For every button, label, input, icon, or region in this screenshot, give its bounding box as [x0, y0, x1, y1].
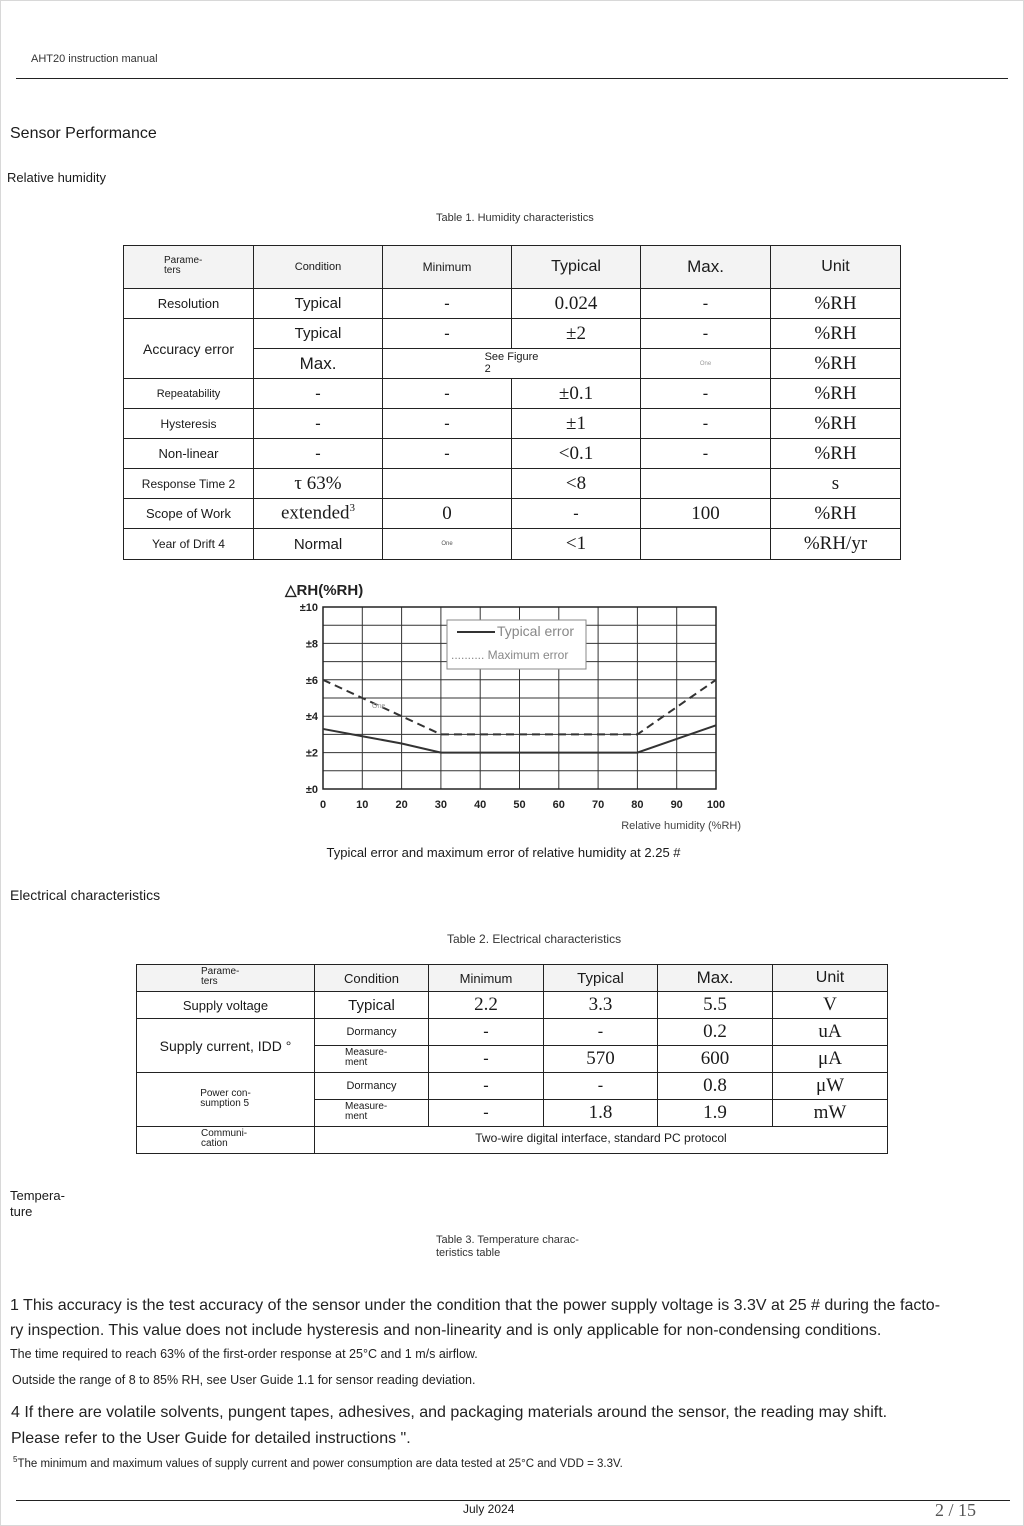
row-min: -	[429, 1046, 544, 1073]
row-unit: μW	[773, 1073, 888, 1100]
param-line2: sumption 5	[200, 1097, 250, 1109]
header-params-line2: ters	[164, 265, 181, 276]
table-row	[124, 409, 901, 439]
row-param: Supply voltage	[137, 992, 315, 1019]
row-typ: ±1	[512, 409, 641, 439]
row-min: -	[383, 379, 512, 409]
table-row	[124, 319, 901, 349]
row-max: One	[641, 349, 771, 379]
row-condition: τ 63%	[254, 469, 383, 499]
row-param: Resolution	[124, 289, 254, 319]
row-unit: %RH	[771, 289, 901, 319]
row-param: Year of Drift 4	[124, 529, 254, 560]
row-param: Supply current, IDD °	[137, 1019, 315, 1073]
y-tick-label: ±2	[305, 747, 318, 760]
row-typ: 0.024	[512, 289, 641, 319]
header-minimum: Minimum	[429, 965, 544, 992]
table-header-row	[124, 246, 901, 289]
y-tick-label: ±8	[305, 638, 318, 651]
header-params	[137, 965, 315, 992]
condition-line1: Measure-	[345, 1101, 388, 1112]
x-tick-label: 60	[552, 799, 565, 811]
row-unit: mW	[773, 1100, 888, 1127]
row-param: Response Time 2	[124, 469, 254, 499]
chart-title: △RH(%RH)	[285, 582, 364, 599]
row-unit: %RH	[771, 409, 901, 439]
chart-legend	[447, 620, 586, 669]
row-max: -	[641, 439, 771, 469]
row-see-figure	[383, 349, 641, 379]
section-title-temperature	[10, 1188, 65, 1220]
footnote-5	[13, 1455, 623, 1470]
row-max: 5.5	[658, 992, 773, 1019]
row-condition: Typical	[254, 289, 383, 319]
row-param: Scope of Work	[124, 499, 254, 529]
param-line1: Power con-	[200, 1087, 251, 1099]
row-unit: %RH	[771, 499, 901, 529]
row-param: Repeatability	[124, 379, 254, 409]
header-rule	[16, 78, 1008, 79]
footer-date: July 2024	[463, 1502, 515, 1516]
row-min	[383, 469, 512, 499]
x-tick-label: 10	[356, 799, 369, 811]
row-unit: %RH	[771, 319, 901, 349]
x-tick-label: 40	[474, 799, 487, 811]
electrical-table	[136, 964, 888, 1154]
footer-rule	[16, 1500, 1010, 1501]
footnote-mark-3: 3	[349, 502, 356, 515]
header-params-line1: Parame-	[201, 966, 240, 977]
y-tick-label: ±0	[305, 784, 318, 796]
row-min: One	[383, 529, 512, 560]
x-tick-label: 90	[670, 799, 683, 811]
row-typ: <0.1	[512, 439, 641, 469]
header-condition: Condition	[315, 965, 429, 992]
header-unit: Unit	[773, 965, 888, 992]
row-min: -	[429, 1019, 544, 1046]
footnote-5-mark: 5	[13, 1455, 18, 1464]
section-title-electrical: Electrical characteristics	[10, 887, 161, 903]
row-typ: ±2	[512, 319, 641, 349]
row-max: -	[641, 409, 771, 439]
row-unit: %RH/yr	[771, 529, 901, 560]
row-min: -	[383, 289, 512, 319]
table2-caption: Table 2. Electrical characteristics	[447, 932, 622, 946]
humidity-table	[123, 245, 901, 560]
header-typical: Typical	[512, 246, 641, 289]
table-row	[124, 529, 901, 560]
row-unit: V	[773, 992, 888, 1019]
row-max: 100	[641, 499, 771, 529]
row-max: 600	[658, 1046, 773, 1073]
row-min: -	[429, 1073, 544, 1100]
row-unit: %RH	[771, 379, 901, 409]
row-condition: Typical	[315, 992, 429, 1019]
legend-label-maximum: .......... Maximum error	[451, 648, 569, 662]
chart-x-axis-label: Relative humidity (%RH)	[621, 820, 741, 832]
header-params	[124, 246, 254, 289]
condition-line2: ment	[345, 1111, 368, 1122]
row-typ: 570	[544, 1046, 658, 1073]
table-row	[137, 1019, 888, 1046]
temperature-line1: Tempera-	[10, 1188, 65, 1203]
footnote-4-line2: Please refer to the User Guide for detailed instructions ".	[11, 1430, 411, 1447]
footnote-2: The time required to reach 63% of the first-order response at 25°C and 1 m/s airflow.	[10, 1347, 478, 1361]
chart-caption: Typical error and maximum error of relative humidity at 2.25 #	[326, 845, 681, 860]
row-min: -	[429, 1100, 544, 1127]
table3-caption-line2: teristics table	[436, 1247, 501, 1259]
row-unit: %RH	[771, 349, 901, 379]
row-max: 0.2	[658, 1019, 773, 1046]
condition-extended: extended	[280, 502, 350, 524]
table-header-row	[137, 965, 888, 992]
row-min: -	[383, 439, 512, 469]
footnote-1-line1: 1 This accuracy is the test accuracy of the sensor under the condition that the power supply voltage is 3.3V at 25 # during the facto-	[10, 1297, 941, 1314]
row-min: -	[383, 319, 512, 349]
param-line1: Communi-	[201, 1128, 248, 1139]
x-tick-label: 70	[591, 799, 605, 811]
x-tick-label: 30	[434, 799, 448, 811]
condition-line2: ment	[345, 1057, 368, 1068]
row-typ: ±0.1	[512, 379, 641, 409]
row-condition: -	[254, 409, 383, 439]
x-tick-label: 80	[631, 799, 644, 811]
footer-page-number: 2 / 15	[935, 1500, 977, 1520]
row-typ: -	[544, 1073, 658, 1100]
row-max	[641, 469, 771, 499]
table3-caption	[436, 1234, 579, 1260]
row-param: Accuracy error	[124, 319, 254, 379]
x-tick-label: 0	[319, 799, 327, 811]
header-unit: Unit	[771, 246, 901, 289]
table-row	[124, 379, 901, 409]
x-tick-label: 50	[513, 799, 526, 811]
row-unit: uA	[773, 1019, 888, 1046]
condition-line1: Measure-	[345, 1047, 388, 1058]
row-param	[137, 1127, 315, 1154]
row-condition: Max.	[254, 349, 383, 379]
row-condition: Typical	[254, 319, 383, 349]
row-typ: <8	[512, 469, 641, 499]
table1-caption: Table 1. Humidity characteristics	[436, 212, 594, 224]
header-max: Max.	[641, 246, 771, 289]
y-tick-label: ±10	[299, 602, 318, 614]
row-min: 2.2	[429, 992, 544, 1019]
row-communication-value: Two-wire digital interface, standard PC protocol	[315, 1127, 888, 1154]
legend-label-typical: Typical error	[497, 623, 575, 639]
header-params-line1: Parame-	[164, 255, 203, 266]
table3-caption-line1: Table 3. Temperature charac-	[436, 1234, 579, 1246]
chart-annotation: One	[372, 703, 386, 710]
row-condition: Normal	[254, 529, 383, 560]
x-tick-label: 20	[395, 799, 408, 811]
footnote-1	[10, 1293, 940, 1343]
doc-title: AHT20 instruction manual	[31, 53, 158, 65]
row-param: Non-linear	[124, 439, 254, 469]
footnote-3: Outside the range of 8 to 85% RH, see User Guide 1.1 for sensor reading deviation.	[12, 1373, 476, 1387]
y-tick-label: ±4	[305, 711, 318, 724]
row-max: -	[641, 289, 771, 319]
row-typ: <1	[512, 529, 641, 560]
table-row	[124, 469, 901, 499]
footnote-4	[11, 1400, 887, 1452]
row-max: 0.8	[658, 1073, 773, 1100]
table-row	[124, 289, 901, 319]
temperature-line2: ture	[10, 1204, 33, 1219]
row-typ: 1.8	[544, 1100, 658, 1127]
row-condition: -	[254, 379, 383, 409]
param-line2: cation	[201, 1138, 228, 1149]
see-figure-line1: See Figure	[484, 350, 539, 363]
row-param: Hysteresis	[124, 409, 254, 439]
row-condition: -	[254, 439, 383, 469]
row-max: 1.9	[658, 1100, 773, 1127]
table-row	[137, 1073, 888, 1100]
header-minimum: Minimum	[383, 246, 512, 289]
header-typical: Typical	[544, 965, 658, 992]
header-condition: Condition	[254, 246, 383, 289]
row-unit: %RH	[771, 439, 901, 469]
x-tick-label: 100	[706, 799, 726, 811]
row-typ: -	[544, 1019, 658, 1046]
y-tick-label: ±6	[305, 674, 318, 687]
row-max: -	[641, 319, 771, 349]
see-figure-line2: 2	[484, 362, 491, 375]
humidity-error-chart	[280, 575, 750, 837]
footnote-4-line1: 4 If there are volatile solvents, pungent tapes, adhesives, and packaging materials around the sensor, the reading may shift.	[11, 1404, 888, 1421]
row-unit: μA	[773, 1046, 888, 1073]
row-unit: s	[771, 469, 901, 499]
table-row	[124, 499, 901, 529]
table-row	[137, 1127, 888, 1154]
table-row	[137, 992, 888, 1019]
row-min: 0	[383, 499, 512, 529]
table-row	[124, 439, 901, 469]
header-max: Max.	[658, 965, 773, 992]
row-typ: 3.3	[544, 992, 658, 1019]
row-condition	[315, 1100, 429, 1127]
row-max: -	[641, 379, 771, 409]
row-condition	[254, 499, 383, 529]
row-condition: Dormancy	[315, 1019, 429, 1046]
section-title-humidity: Relative humidity	[7, 170, 106, 185]
section-title-performance: Sensor Performance	[10, 125, 157, 142]
row-max	[641, 529, 771, 560]
row-param	[137, 1073, 315, 1127]
header-params-line2: ters	[201, 976, 218, 987]
row-min: -	[383, 409, 512, 439]
footnote-1-line2: ry inspection. This value does not include hysteresis and non-linearity and is only applicable for non-condensing conditions.	[10, 1322, 882, 1339]
row-condition	[315, 1046, 429, 1073]
footnote-5-text: The minimum and maximum values of supply current and power consumption are data tested at 25°C and VDD = 3.3V.	[17, 1457, 623, 1470]
row-typ: -	[512, 499, 641, 529]
row-condition: Dormancy	[315, 1073, 429, 1100]
